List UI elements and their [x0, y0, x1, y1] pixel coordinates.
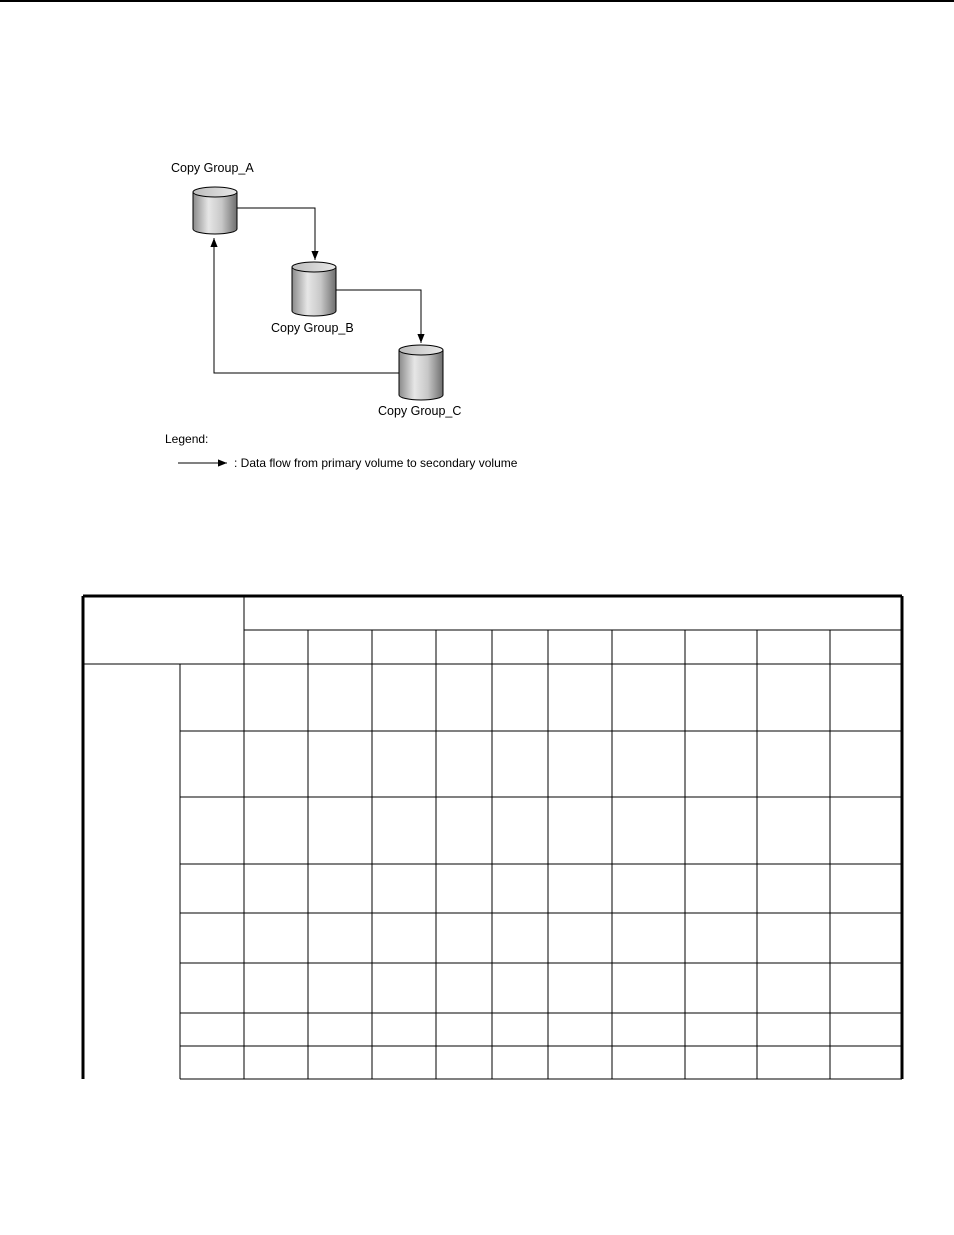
- flow-b-to-c-arrow: [336, 290, 421, 343]
- legend-arrow-description: : Data flow from primary volume to secondary volume: [234, 456, 518, 470]
- volume-c-cylinder-icon: [399, 345, 443, 400]
- legend-title: Legend:: [165, 432, 209, 446]
- copy-group-b-label: Copy Group_B: [271, 321, 354, 335]
- copy-group-a-label: Copy Group_A: [171, 161, 254, 175]
- empty-table-grid: [83, 596, 902, 1079]
- volume-b-cylinder-icon: [292, 262, 336, 316]
- copy-group-c-label: Copy Group_C: [378, 404, 462, 418]
- volume-a-cylinder-icon: [193, 187, 237, 234]
- flow-a-to-b-arrow: [237, 208, 315, 260]
